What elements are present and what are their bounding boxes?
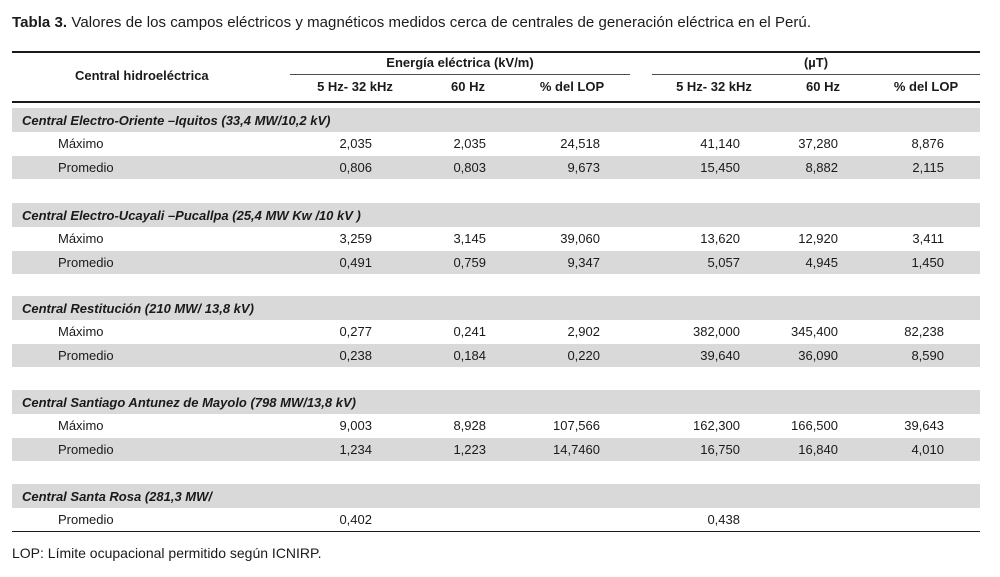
column-header: % del LOP — [893, 79, 959, 94]
table-number: Tabla 3. — [12, 14, 68, 31]
table-cell: 1,223 — [453, 441, 486, 457]
table-cell: 0,803 — [453, 159, 486, 175]
table-cell: 166,500 — [791, 418, 838, 433]
group-title: Central Restitución (210 MW/ 13,8 kV) — [22, 301, 254, 316]
table-cell: 3,145 — [453, 231, 486, 246]
table-cell: 3,411 — [912, 231, 944, 246]
column-header: % del LOP — [539, 79, 605, 94]
table-cell: 4,010 — [911, 441, 944, 457]
table-cell: 0,184 — [453, 347, 486, 363]
row-label: Máximo — [58, 418, 104, 433]
table-cell: 39,643 — [904, 418, 944, 433]
table-cell: 8,928 — [453, 418, 486, 433]
column-header: 5 Hz- 32 kHz — [317, 79, 393, 94]
table-cell: 15,450 — [700, 159, 740, 175]
footnote: LOP: Límite ocupacional permitido según ICNIRP. — [12, 545, 322, 561]
group-title: Central Santa Rosa (281,3 MW/ — [22, 489, 212, 504]
row-label: Promedio — [58, 347, 114, 363]
table-cell: 0,438 — [707, 512, 740, 527]
electric-group-header: Energía eléctrica (kV/m) — [386, 55, 534, 70]
table-cell: 24,518 — [560, 136, 600, 151]
row-label: Promedio — [58, 441, 114, 457]
table-bottom-rule — [12, 531, 980, 532]
table-cell: 13,620 — [700, 231, 740, 246]
magnetic-group-rule — [652, 74, 980, 75]
table-cell: 382,000 — [693, 324, 740, 339]
table-cell: 14,7460 — [553, 441, 600, 457]
table-caption — [12, 14, 811, 31]
row-label: Máximo — [58, 231, 104, 246]
table-cell: 2,902 — [567, 324, 600, 339]
table-cell: 16,840 — [798, 441, 838, 457]
table-cell: 2,035 — [453, 136, 486, 151]
table-cell: 5,057 — [707, 254, 740, 270]
table-cell: 36,090 — [798, 347, 838, 363]
table-cell: 1,450 — [911, 254, 944, 270]
table-cell: 2,115 — [912, 159, 944, 175]
table-cell: 0,402 — [339, 512, 372, 527]
group-title: Central Electro-Oriente –Iquitos (33,4 MW/10,2 kV) — [22, 113, 331, 128]
table-cell: 39,060 — [560, 231, 600, 246]
table-cell: 9,003 — [339, 418, 372, 433]
table-cell: 0,491 — [339, 254, 372, 270]
row-header: Central hidroeléctrica — [75, 68, 209, 83]
table-cell: 9,673 — [567, 159, 600, 175]
table-cell: 107,566 — [553, 418, 600, 433]
table-cell: 12,920 — [798, 231, 838, 246]
column-header: 5 Hz- 32 kHz — [676, 79, 752, 94]
header-bottom-rule — [12, 101, 980, 103]
table-cell: 1,234 — [339, 441, 372, 457]
table-cell: 345,400 — [791, 324, 838, 339]
table-cell: 9,347 — [567, 254, 600, 270]
group-title: Central Electro-Ucayali –Pucallpa (25,4 MW Kw /10 kV ) — [22, 208, 361, 223]
table-cell: 2,035 — [339, 136, 372, 151]
magnetic-group-header: (µT) — [803, 55, 829, 70]
table-cell: 0,220 — [567, 347, 600, 363]
table-cell: 3,259 — [339, 231, 372, 246]
row-label: Máximo — [58, 324, 104, 339]
table-cell: 16,750 — [700, 441, 740, 457]
table-cell: 39,640 — [700, 347, 740, 363]
table-cell: 0,241 — [453, 324, 486, 339]
table-cell: 0,277 — [339, 324, 372, 339]
table-cell: 0,806 — [339, 159, 372, 175]
table-cell: 0,238 — [339, 347, 372, 363]
row-label: Máximo — [58, 136, 104, 151]
table-cell: 82,238 — [904, 324, 944, 339]
column-header: 60 Hz — [806, 79, 840, 94]
table-cell: 8,590 — [911, 347, 944, 363]
table-cell: 41,140 — [700, 136, 740, 151]
table-cell: 162,300 — [693, 418, 740, 433]
group-title: Central Santiago Antunez de Mayolo (798 MW/13,8 kV) — [22, 395, 356, 410]
table-caption-text: Valores de los campos eléctricos y magnéticos medidos cerca de centrales de generación eléctrica en el Perú. — [71, 14, 812, 31]
row-label: Promedio — [58, 254, 114, 270]
row-label: Promedio — [58, 512, 114, 527]
electric-group-rule — [290, 74, 630, 75]
table-cell: 8,876 — [911, 136, 944, 151]
row-label: Promedio — [58, 159, 114, 175]
table-cell: 37,280 — [798, 136, 838, 151]
table-cell: 0,759 — [453, 254, 486, 270]
table-top-rule — [12, 51, 980, 53]
table-cell: 4,945 — [805, 254, 838, 270]
column-header: 60 Hz — [451, 79, 485, 94]
table-cell: 8,882 — [805, 159, 838, 175]
